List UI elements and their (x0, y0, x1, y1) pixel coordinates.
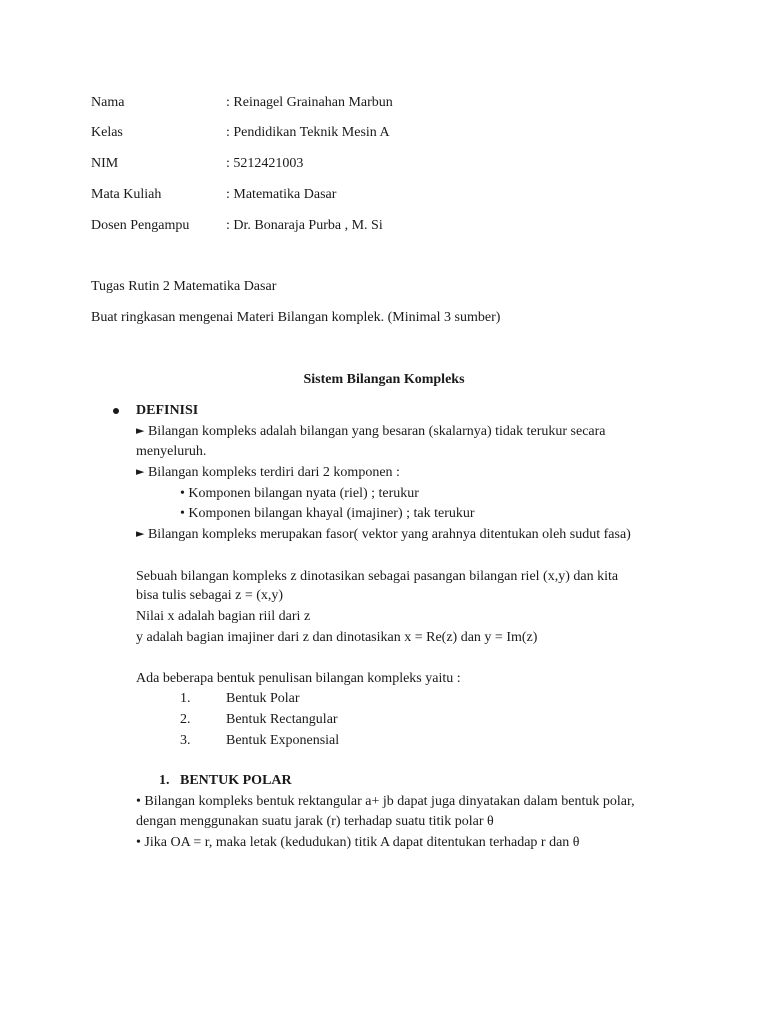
forms-item-number: 1. (180, 691, 191, 706)
forms-item-number: 3. (180, 733, 191, 748)
definisi-paragraph-2: ► Bilangan kompleks terdiri dari 2 komponen : (136, 465, 400, 480)
info-label-nim: NIM (91, 156, 119, 171)
bullet-icon (113, 408, 119, 414)
info-label-nama: Nama (91, 95, 125, 110)
notation-line-2: bisa tulis sebagai z = (x,y) (136, 588, 284, 603)
polar-heading: 1. BENTUK POLAR (159, 773, 292, 788)
forms-item-number: 2. (180, 712, 191, 727)
info-value-nama: : Reinagel Grainahan Marbun (226, 95, 393, 110)
section-title: Sistem Bilangan Kompleks (303, 372, 465, 387)
definisi-heading: DEFINISI (136, 403, 199, 418)
forms-item-text: Bentuk Exponensial (226, 733, 340, 748)
info-label-mata-kuliah: Mata Kuliah (91, 187, 162, 202)
info-label-kelas: Kelas (91, 125, 123, 140)
definisi-sub-item-2: • Komponen bilangan khayal (imajiner) ; tak terukur (180, 506, 475, 521)
info-value-mata-kuliah: : Matematika Dasar (226, 187, 337, 202)
info-value-nim: : 5212421003 (226, 156, 304, 171)
definisi-sub-item-1: • Komponen bilangan nyata (riel) ; terukur (180, 486, 419, 501)
forms-item-text: Bentuk Rectangular (226, 712, 338, 727)
arrow-right-icon: ► (136, 527, 145, 540)
forms-intro: Ada beberapa bentuk penulisan bilangan kompleks yaitu : (136, 671, 461, 686)
info-label-dosen: Dosen Pengampu (91, 218, 190, 233)
notation-line-1: Sebuah bilangan kompleks z dinotasikan sebagai pasangan bilangan riel (x,y) dan kita (136, 569, 619, 584)
arrow-right-icon: ► (136, 465, 145, 478)
info-value-dosen: : Dr. Bonaraja Purba , M. Si (226, 218, 383, 233)
forms-item-text: Bentuk Polar (226, 691, 300, 706)
notation-line-3: Nilai x adalah bagian riil dari z (136, 609, 311, 624)
assignment-instruction: Buat ringkasan mengenai Materi Bilangan komplek. (Minimal 3 sumber) (91, 310, 501, 325)
polar-line-1: • Bilangan kompleks bentuk rektangular a+ jb dapat juga dinyatakan dalam bentuk polar, (136, 794, 635, 809)
assignment-title: Tugas Rutin 2 Matematika Dasar (91, 279, 277, 294)
definisi-paragraph-1: ► Bilangan kompleks adalah bilangan yang besaran (skalarnya) tidak terukur secara (136, 424, 606, 439)
notation-line-4: y adalah bagian imajiner dari z dan dinotasikan x = Re(z) dan y = Im(z) (136, 630, 538, 645)
arrow-right-icon: ► (136, 424, 145, 437)
definisi-paragraph-3: ► Bilangan kompleks merupakan fasor( vektor yang arahnya ditentukan oleh sudut fasa) (136, 527, 631, 542)
definisi-paragraph-1-cont: menyeluruh. (136, 444, 207, 459)
polar-line-3: • Jika OA = r, maka letak (kedudukan) titik A dapat ditentukan terhadap r dan θ (136, 835, 580, 850)
info-value-kelas: : Pendidikan Teknik Mesin A (226, 125, 390, 140)
polar-line-2: dengan menggunakan suatu jarak (r) terhadap suatu titik polar θ (136, 814, 494, 829)
